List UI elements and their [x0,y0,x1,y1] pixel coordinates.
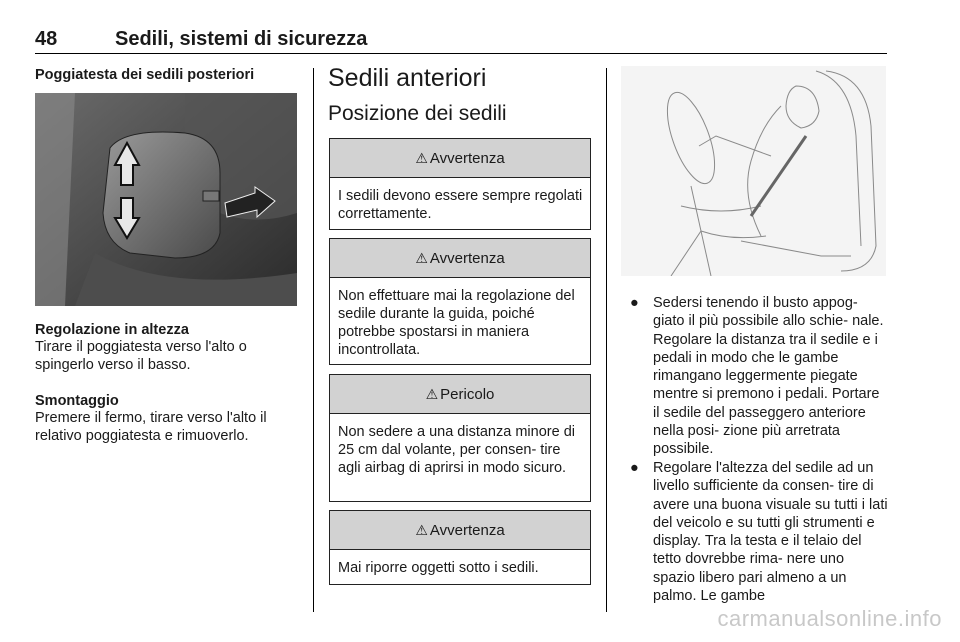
warning-label: Avvertenza [429,521,505,539]
list-item [630,294,888,458]
removal-text: Premere il fermo, tirare verso l'alto il relativo poggiatesta e rimuoverlo. [35,410,267,444]
warning-triangle-icon: ⚠ [425,385,439,402]
height-adjustment-section [35,322,303,374]
warning-box-header [330,139,590,178]
warning-box-header [330,239,590,278]
warning-box [329,510,591,585]
bullet-dot-icon: ● [630,295,639,311]
section-subtitle: Posizione dei sedili [328,102,507,125]
warning-text: Non effettuare mai la regolazione del sedile durante la guida, poiché potrebbe spostarsi in maniera incontrollata. [338,288,575,358]
list-item-text: Sedersi tenendo il busto appog- giato il più possibile allo schie- nale. Regolare la distanza tra il sedile e i pedali in modo che le gambe rimangano leggermente piegate mentre si premono i pedali. Portare il sedile del passeggero anteriore nella posi- zione più arretrata possibile. [653,295,884,458]
list-item [630,459,888,609]
danger-text: Non sedere a una distanza minore di 25 cm dal volante, per consen- tire agli airbag di aprirsi in modo sicuro. [338,424,575,476]
headrest-section-heading: Poggiatesta dei sedili posteriori [35,67,255,83]
danger-box [329,374,591,502]
height-adjustment-text: Tirare il poggiatesta verso l'alto o spingerlo verso il basso. [35,339,247,373]
seating-position-illustration [621,66,886,276]
column-divider-right [606,68,607,612]
bullet-dot-icon: ● [630,460,639,476]
warning-box-header [330,511,590,550]
list-item-text: Regolare l'altezza del sedile ad un livello sufficiente da consen- tire di avere una buona visuale su tutti i lati del veicolo e su tutti gli strumenti e display. Tra la testa e il telaio del tetto dovrebbe rima- nere uno spazio libero pari almeno a un palmo. Le gambe [653,460,888,605]
removal-heading: Smontaggio [35,393,119,409]
page-header [35,28,887,52]
warning-box [329,138,591,230]
warning-text: I sedili devono essere sempre regolati correttamente. [338,188,583,222]
warning-triangle-icon: ⚠ [415,249,428,266]
section-title: Sedili anteriori [328,64,487,92]
warning-text: Mai riporre oggetti sotto i sedili. [338,560,539,576]
watermark: carmanualsonline.info [717,606,942,631]
warning-label: Avvertenza [429,149,505,167]
warning-triangle-icon: ⚠ [415,521,428,538]
danger-box-header [330,375,590,414]
warning-label: Avvertenza [429,249,505,267]
column-divider-left [313,68,314,612]
chapter-title: Sedili, sistemi di sicurezza [115,28,368,50]
page-number: 48 [35,28,58,50]
danger-label: Pericolo [440,385,495,403]
warning-triangle-icon: ⚠ [415,149,428,166]
removal-section [35,393,303,445]
header-divider [35,53,887,54]
height-adjustment-heading: Regolazione in altezza [35,322,189,338]
headrest-illustration [35,93,297,306]
warning-box [329,238,591,365]
